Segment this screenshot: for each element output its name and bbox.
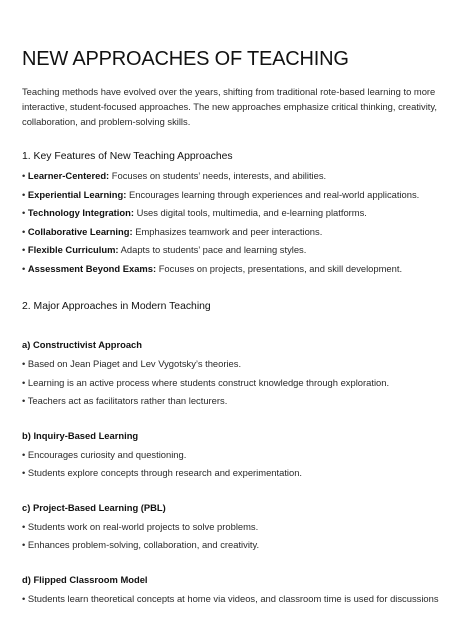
list-item (22, 449, 454, 461)
approach-heading: d) Flipped Classroom Model (22, 573, 148, 585)
approach-text: Based on Jean Piaget and Lev Vygotsky’s theories. (27, 358, 242, 369)
bullet-char: • (22, 539, 26, 550)
approach-inquiry (22, 430, 454, 480)
approach-flipped-classroom (22, 574, 454, 605)
bullet-char: • (22, 448, 26, 460)
bullet-char: • (22, 262, 26, 274)
bullet-char: • (22, 592, 26, 604)
approach-text: Enhances problem-solving, collaboration, and creativity. (27, 539, 260, 550)
approach-project-based (22, 502, 454, 552)
bullet-char: • (22, 188, 26, 200)
feature-text: Focuses on students’ needs, interests, and abilities. (109, 170, 327, 181)
bullet-char: • (22, 358, 26, 369)
feature-term: Technology Integration: (27, 207, 134, 218)
list-item (22, 207, 454, 219)
feature-term: Collaborative Learning: (27, 225, 133, 237)
feature-text: Encourages learning through experiences and real-world applications. (126, 188, 420, 200)
list-item (22, 358, 454, 370)
approach-text: Students learn theoretical concepts at home via videos, and classroom time is used for discussions (27, 592, 439, 604)
list-item (22, 263, 454, 275)
section-heading: 1. Key Features of New Teaching Approaches (22, 151, 233, 162)
approach-heading: c) Project-Based Learning (PBL) (22, 501, 166, 513)
section-major-approaches (22, 300, 454, 605)
feature-text: Emphasizes teamwork and peer interactions. (132, 225, 323, 237)
list-item (22, 467, 454, 479)
bullet-char: • (22, 395, 26, 406)
section-heading: 2. Major Approaches in Modern Teaching (22, 301, 211, 312)
feature-term: Flexible Curriculum: (27, 244, 119, 255)
bullet-char: • (22, 376, 26, 388)
feature-text: Uses digital tools, multimedia, and e-learning platforms. (133, 207, 367, 218)
approach-heading: b) Inquiry-Based Learning (22, 429, 139, 441)
approach-text: Students work on real-world projects to solve problems. (27, 520, 259, 532)
list-item (22, 244, 454, 256)
section-key-features (22, 150, 454, 275)
intro-paragraph: Teaching methods have evolved over the years, shifting from traditional rote-based learning to more interactive, student-focused approaches. The new approaches emphasize critical thinking, creativity, collaboration, and problem-solving skills. (22, 86, 437, 127)
list-item (22, 170, 454, 182)
bullet-char: • (22, 225, 26, 237)
feature-text: Focuses on projects, presentations, and skill development. (156, 262, 403, 274)
approach-constructivist (22, 339, 454, 407)
feature-text: Adapts to students’ pace and learning styles. (118, 244, 307, 255)
page-title: NEW APPROACHES OF TEACHING (22, 48, 349, 70)
bullet-char: • (22, 467, 26, 478)
bullet-char: • (22, 244, 26, 255)
approach-text: Encourages curiosity and questioning. (27, 448, 187, 460)
list-item (22, 226, 454, 238)
feature-term: Experiential Learning: (27, 188, 127, 200)
approach-text: Students explore concepts through research and experimentation. (27, 467, 303, 478)
bullet-char: • (22, 520, 26, 532)
list-item (22, 539, 454, 551)
list-item (22, 395, 454, 407)
feature-term: Assessment Beyond Exams: (27, 262, 157, 274)
bullet-char: • (22, 207, 26, 218)
approach-heading: a) Constructivist Approach (22, 339, 142, 350)
bullet-char: • (22, 170, 26, 181)
list-item (22, 521, 454, 533)
list-item (22, 593, 454, 605)
approach-text: Learning is an active process where students construct knowledge through exploration. (27, 376, 390, 388)
list-item (22, 189, 454, 201)
feature-term: Learner-Centered: (27, 170, 110, 181)
approach-text: Teachers act as facilitators rather than lecturers. (27, 395, 228, 406)
list-item (22, 377, 454, 389)
